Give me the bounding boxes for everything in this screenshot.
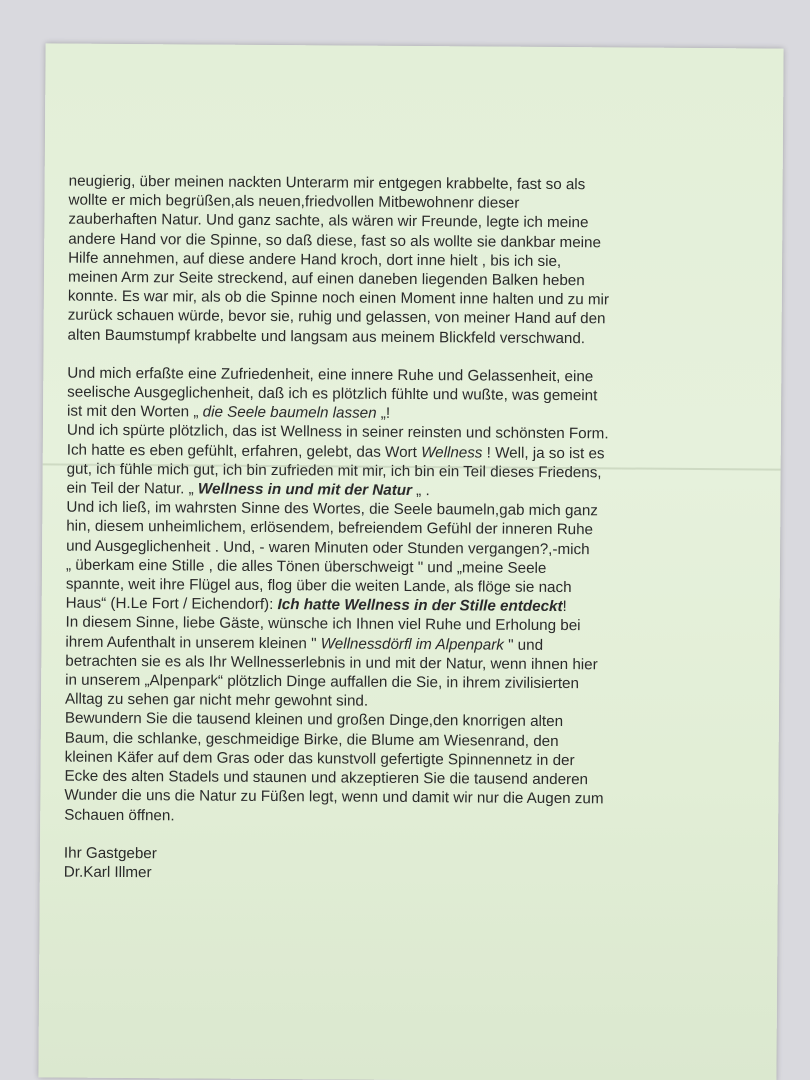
text-run: „ . xyxy=(411,482,430,500)
text-line: Ecke des alten Stadels und staunen und akzeptieren Sie die tausend anderen xyxy=(64,767,589,789)
text-line: in unserem „Alpenpark“ plötzlich Dinge auffallen die Sie, in ihrem zivilisierten xyxy=(65,671,580,693)
text-line: zauberhaften Natur. Und ganz sachte, als wären wir Freunde, legte ich meine xyxy=(68,211,589,232)
text-run: ! Well, ja so ist es xyxy=(482,444,605,462)
text-line: zurück schauen würde, bevor sie, ruhig und gelassen, von meiner Hand auf den xyxy=(67,307,606,328)
text-run: ihrem Aufenthalt in unserem kleinen " xyxy=(65,633,321,653)
text-line: Alltag zu sehen gar nicht mehr gewohnt sind. xyxy=(64,690,369,710)
text-run: ist mit den Worten „ xyxy=(66,402,203,421)
bold-italic-phrase: Ich hatte Wellness in der Stille entdeckt xyxy=(277,596,563,616)
signature-block xyxy=(64,843,664,886)
text-line: alten Baumstumpf krabbelte und langsam aus meinem Blickfeld verschwand. xyxy=(67,326,586,347)
text-line: wollte er mich begrüßen,als neuen,friedvollen Mitbewohnenr dieser xyxy=(68,191,520,212)
text-line: seelische Ausgeglichenheit, daß ich es plötzlich fühlte und wußte, was gemeint xyxy=(67,383,598,405)
paragraph-2 xyxy=(64,363,667,828)
text-line: spannte, weit ihre Flügel aus, flog über die weiten Lande, als flöge sie nach xyxy=(65,575,572,597)
text-line: Und ich ließ, im wahrsten Sinne des Wortes, die Seele baumeln,gab mich ganz xyxy=(66,498,598,520)
text-run: Haus“ (H.Le Fort / Eichendorf): xyxy=(65,594,278,614)
text-line: In diesem Sinne, liebe Gäste, wünsche ich Ihnen viel Ruhe und Erholung bei xyxy=(65,614,581,635)
text-line: Baum, die schlanke, geschmeidige Birke, die Blume am Wiesenrand, den xyxy=(64,729,559,750)
closing-line: Ihr Gastgeber xyxy=(63,844,157,862)
text-line: und Ausgeglichenheit . Und, - waren Minuten oder Stunden vergangen?,-mich xyxy=(66,537,590,558)
italic-quote: die Seele baumeln lassen xyxy=(202,403,377,422)
text-run: " und xyxy=(503,636,544,654)
text-line: konnte. Es war mir, als ob die Spinne noch einen Moment inne halten und zu mir xyxy=(67,287,610,309)
text-line: Schauen öffnen. xyxy=(64,806,175,824)
text-line: Wunder die uns die Natur zu Füßen legt, wenn und damit wir nur die Augen zum xyxy=(64,786,604,808)
italic-word: Wellness xyxy=(421,443,483,462)
text-line: gut, ich fühle mich gut, ich bin zufrieden mit mir, ich bin ein Teil dieses Friedens, xyxy=(66,460,602,482)
text-line: hin, diesem unheimlichem, erlösendem, befreiendem Gefühl der inneren Ruhe xyxy=(66,518,594,539)
text-line: Und mich erfaßte eine Zufriedenheit, eine innere Ruhe und Gelassenheit, eine xyxy=(67,364,594,386)
text-line: „ überkam eine Stille , die alles Tönen überschweigt " und „meine Seele xyxy=(65,556,547,577)
bold-italic-phrase: Wellness in und mit der Natur xyxy=(197,480,413,500)
text-line: kleinen Käfer auf dem Gras oder das kunstvoll gefertigte Spinnennetz in der xyxy=(64,748,575,770)
paper-sheet xyxy=(38,43,783,1080)
text-run: ! xyxy=(562,598,567,616)
text-line: meinen Arm zur Seite streckend, auf einen daneben liegenden Balken heben xyxy=(67,268,585,290)
text-run: Ich hatte es eben gefühlt, erfahren, gelebt, das Wort xyxy=(66,441,422,461)
text-line: andere Hand vor die Spinne, so daß diese, fast so als wollte sie dankbar meine xyxy=(68,230,602,251)
signature-name: Dr.Karl Illmer xyxy=(63,863,152,882)
letter-text xyxy=(64,172,669,886)
text-run: „! xyxy=(376,404,391,423)
text-run: ein Teil der Natur. „ xyxy=(66,479,198,498)
text-line: Hilfe annehmen, auf diese andere Hand kroch, dort inne hielt , bis ich sie, xyxy=(68,249,562,270)
paragraph-1 xyxy=(68,172,669,349)
text-line: Bewundern Sie die tausend kleinen und großen Dinge,den knorrigen alten xyxy=(64,710,564,731)
text-line: betrachten sie es als Ihr Wellnesserlebnis in und mit der Natur, wenn ihnen hier xyxy=(65,652,598,674)
text-line: Und ich spürte plötzlich, das ist Wellness in seiner reinsten und schönsten Form. xyxy=(66,422,609,443)
text-line: neugierig, über meinen nackten Unterarm mir entgegen krabbelte, fast so als xyxy=(68,172,586,194)
italic-phrase: Wellnessdörfl im Alpenpark xyxy=(320,635,504,654)
